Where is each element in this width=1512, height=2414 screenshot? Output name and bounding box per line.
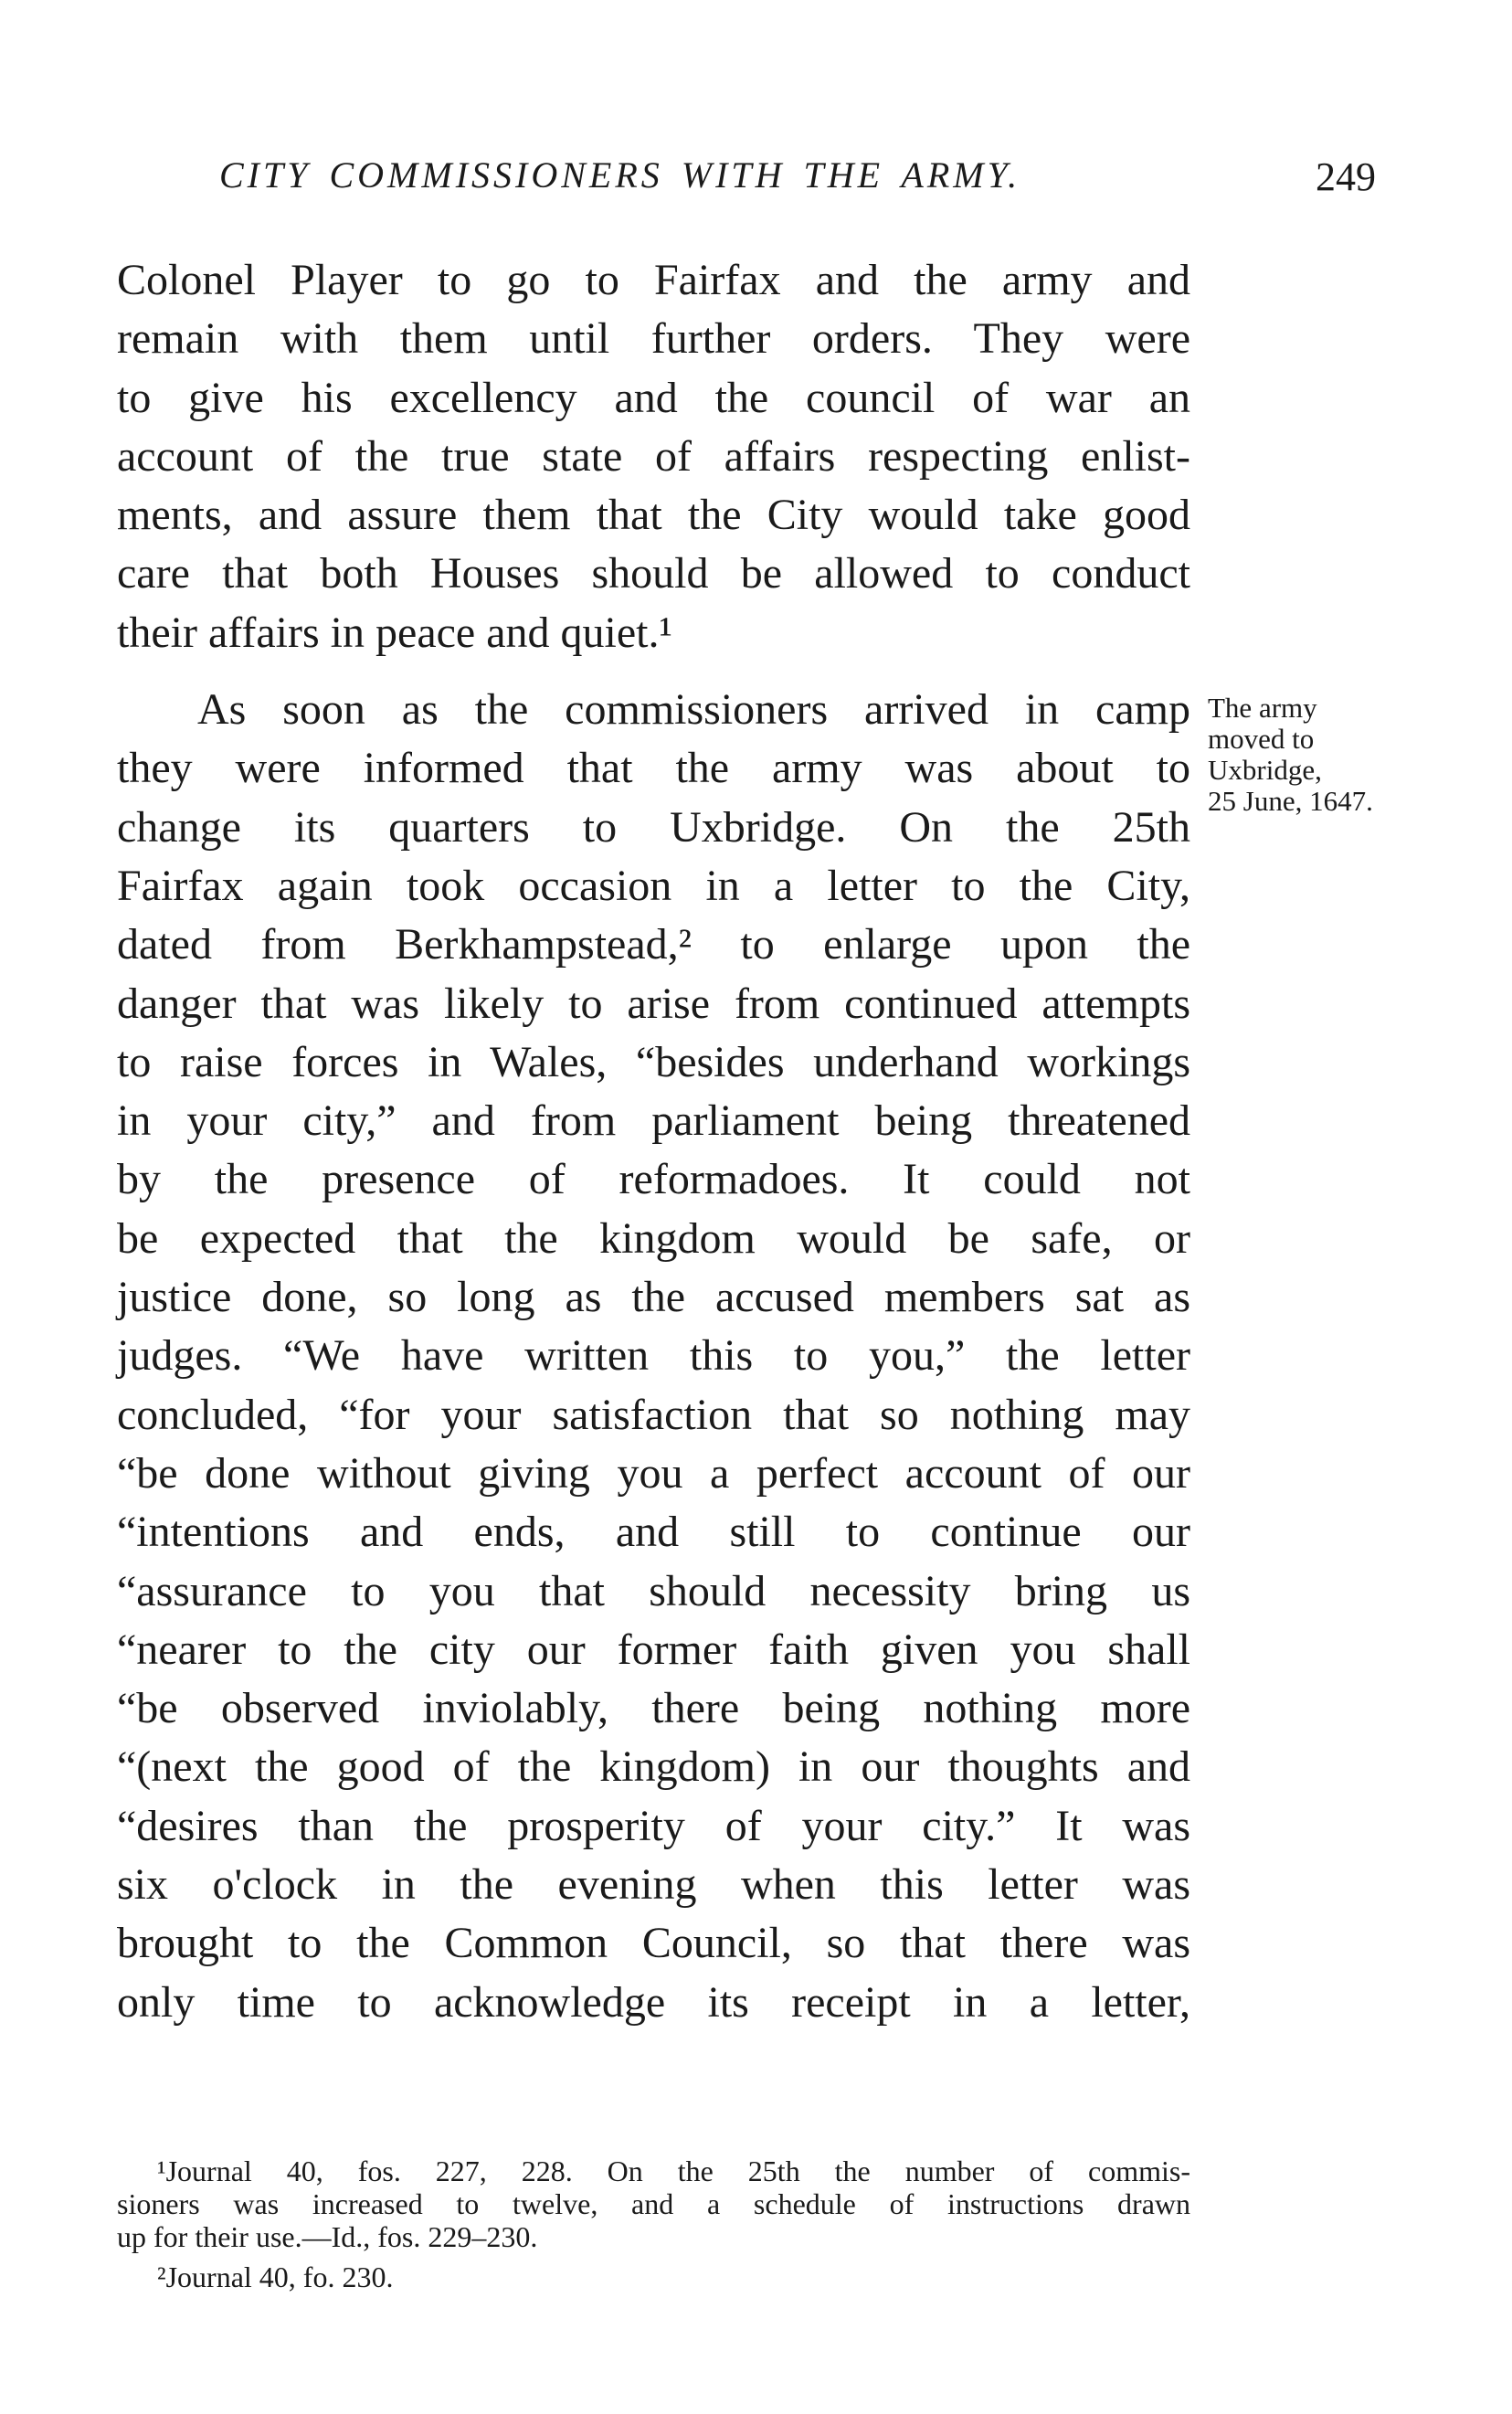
text-line: “be observed inviolably, there being nothing more	[117, 1684, 1190, 1733]
footnote-line: sioners was increased to twelve, and a schedule of instructions drawn	[117, 2187, 1190, 2220]
margin-note	[1208, 693, 1482, 817]
text-line: ments, and assure them that the City would take good	[117, 491, 1190, 540]
text-line: to raise forces in Wales, “besides underhand workings	[117, 1037, 1190, 1086]
text-line: “intentions and ends, and still to continue our	[117, 1508, 1190, 1557]
margin-note-line: Uxbridge,	[1208, 754, 1322, 786]
text-line: As soon as the commissioners arrived in camp	[197, 685, 1190, 735]
margin-note-line: 25 June, 1647.	[1208, 785, 1373, 817]
footnote-2: ²Journal 40, fo. 230.	[157, 2260, 394, 2293]
text-line: they were informed that the army was about to	[117, 744, 1190, 793]
margin-note-line: The army	[1208, 692, 1317, 724]
text-line: by the presence of reformadoes. It could not	[117, 1155, 1190, 1204]
footnote-line: ¹Journal 40, fos. 227, 228. On the 25th the number of commis-	[157, 2155, 1190, 2187]
paragraph-gap	[117, 662, 1190, 681]
text-line: “desires than the prosperity of your city.” It was	[117, 1801, 1190, 1850]
text-line: six o'clock in the evening when this letter was	[117, 1860, 1190, 1910]
text-line: account of the true state of affairs respecting enlist-	[117, 431, 1190, 481]
text-line: in your city,” and from parliament being threatened	[117, 1096, 1190, 1146]
text-line: “nearer to the city our former faith given you shall	[117, 1625, 1190, 1674]
text-line: justice done, so long as the accused members sat as	[117, 1273, 1190, 1322]
text-line: Fairfax again took occasion in a letter to the City,	[117, 861, 1190, 910]
text-line: only time to acknowledge its receipt in a letter,	[117, 1977, 1190, 2027]
text-line: concluded, “for your satisfaction that so nothing may	[117, 1390, 1190, 1439]
footnote-line: up for their use.—Id., fos. 229–230.	[117, 2220, 538, 2253]
footnotes	[117, 2155, 1190, 2293]
running-head: CITY COMMISSIONERS WITH THE ARMY.	[219, 154, 1021, 196]
text-line: “assurance to you that should necessity bring us	[117, 1566, 1190, 1615]
text-line: be expected that the kingdom would be safe, or	[117, 1213, 1190, 1263]
text-line: “be done without giving you a perfect account of our	[117, 1448, 1190, 1498]
text-line: care that both Houses should be allowed to conduct	[117, 549, 1190, 598]
text-line: dated from Berkhampstead,² to enlarge upon the	[117, 920, 1190, 969]
body-text	[117, 251, 1190, 2032]
text-line: remain with them until further orders. They were	[117, 314, 1190, 364]
text-line: to give his excellency and the council of war an	[117, 373, 1190, 422]
text-line: danger that was likely to arise from continued attempts	[117, 979, 1190, 1028]
text-line: their affairs in peace and quiet.¹	[117, 608, 672, 657]
text-line: Colonel Player to go to Fairfax and the army and	[117, 256, 1190, 304]
text-line: judges. “We have written this to you,” the letter	[117, 1331, 1190, 1381]
text-line: brought to the Common Council, so that there was	[117, 1919, 1190, 1968]
text-line: “(next the good of the kingdom) in our thoughts and	[117, 1742, 1190, 1792]
margin-note-line: moved to	[1208, 723, 1315, 755]
text-line: change its quarters to Uxbridge. On the 25th	[117, 802, 1190, 852]
page-number: 249	[1316, 154, 1376, 199]
